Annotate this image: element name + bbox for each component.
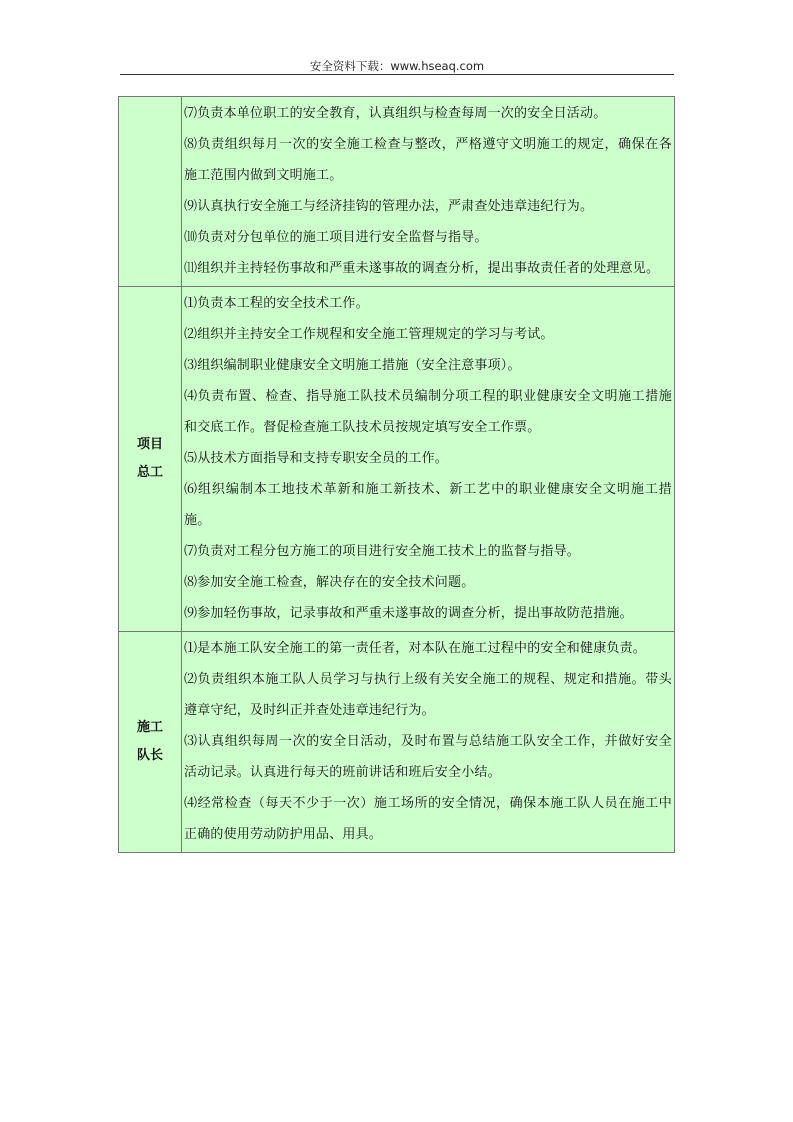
duty-item: ⑻参加安全施工检查，解决存在的安全技术问题。 <box>184 575 475 590</box>
duties-cell <box>182 97 675 287</box>
duty-item: ⑵负责组织本施工队人员学习与执行上级有关安全施工的规程、规定和措施。带头遵章守纪，及时纠正并查处违章违纪行为。 <box>184 672 672 718</box>
role-label: 总工 <box>136 465 163 480</box>
table-row <box>119 97 675 287</box>
responsibility-table <box>118 96 675 853</box>
role-cell <box>119 97 182 287</box>
duty-item: ⑴负责本工程的安全技术工作。 <box>184 296 369 311</box>
role-cell <box>119 287 182 632</box>
duty-item: ⑻负责组织每月一次的安全施工检查与整改，严格遵守文明施工的规定，确保在各施工范围内做到文明施工。 <box>184 137 672 183</box>
duties-cell <box>182 632 675 853</box>
duties-cell <box>182 287 675 632</box>
duty-item: ⑹组织编制本工地技术革新和施工新技术、新工艺中的职业健康安全文明施工措施。 <box>184 482 672 528</box>
duty-item: ⑼参加轻伤事故，记录事故和严重未遂事故的调查分析，提出事故防范措施。 <box>184 606 633 621</box>
duty-item: ⑸从技术方面指导和支持专职安全员的工作。 <box>184 451 449 466</box>
duty-item: ⑺负责对工程分包方施工的项目进行安全施工技术上的监督与指导。 <box>184 544 581 559</box>
role-label: 施工 <box>136 720 163 735</box>
duty-item: ⑶组织编制职业健康安全文明施工措施（安全注意事项）。 <box>184 358 521 373</box>
duty-item: ⑴是本施工队安全施工的第一责任者，对本队在施工过程中的安全和健康负责。 <box>184 641 647 656</box>
page-header: 安全资料下载：www.hseaq.com <box>309 59 485 73</box>
role-label: 队长 <box>136 748 163 763</box>
duty-item: ⑶认真组织每周一次的安全日活动，及时布置与总结施工队安全工作，并做好安全活动记录。认真进行每天的班前讲话和班后安全小结。 <box>184 734 672 780</box>
duty-item: ⑷负责布置、检查、指导施工队技术员编制分项工程的职业健康安全文明施工措施和交底工作。督促检查施工队技术员按规定填写安全工作票。 <box>184 389 672 435</box>
header-rule <box>120 74 674 75</box>
duty-item: ⑼认真执行安全施工与经济挂钩的管理办法，严肃查处违章违纪行为。 <box>184 199 594 214</box>
duty-item: ⑽负责对分包单位的施工项目进行安全监督与指导。 <box>184 230 488 245</box>
table-row <box>119 632 675 853</box>
duty-item: ⑷经常检查（每天不少于一次）施工场所的安全情况，确保本施工队人员在施工中正确的使用劳动防护用品、用具。 <box>184 796 672 842</box>
duty-item: ⑾组织并主持轻伤事故和严重未遂事故的调查分析，提出事故责任者的处理意见。 <box>184 261 660 276</box>
role-cell <box>119 632 182 853</box>
table-row <box>119 287 675 632</box>
role-label: 项目 <box>136 437 163 452</box>
duty-item: ⑺负责本单位职工的安全教育，认真组织与检查每周一次的安全日活动。 <box>184 106 607 121</box>
duty-item: ⑵组织并主持安全工作规程和安全施工管理规定的学习与考试。 <box>184 327 554 342</box>
